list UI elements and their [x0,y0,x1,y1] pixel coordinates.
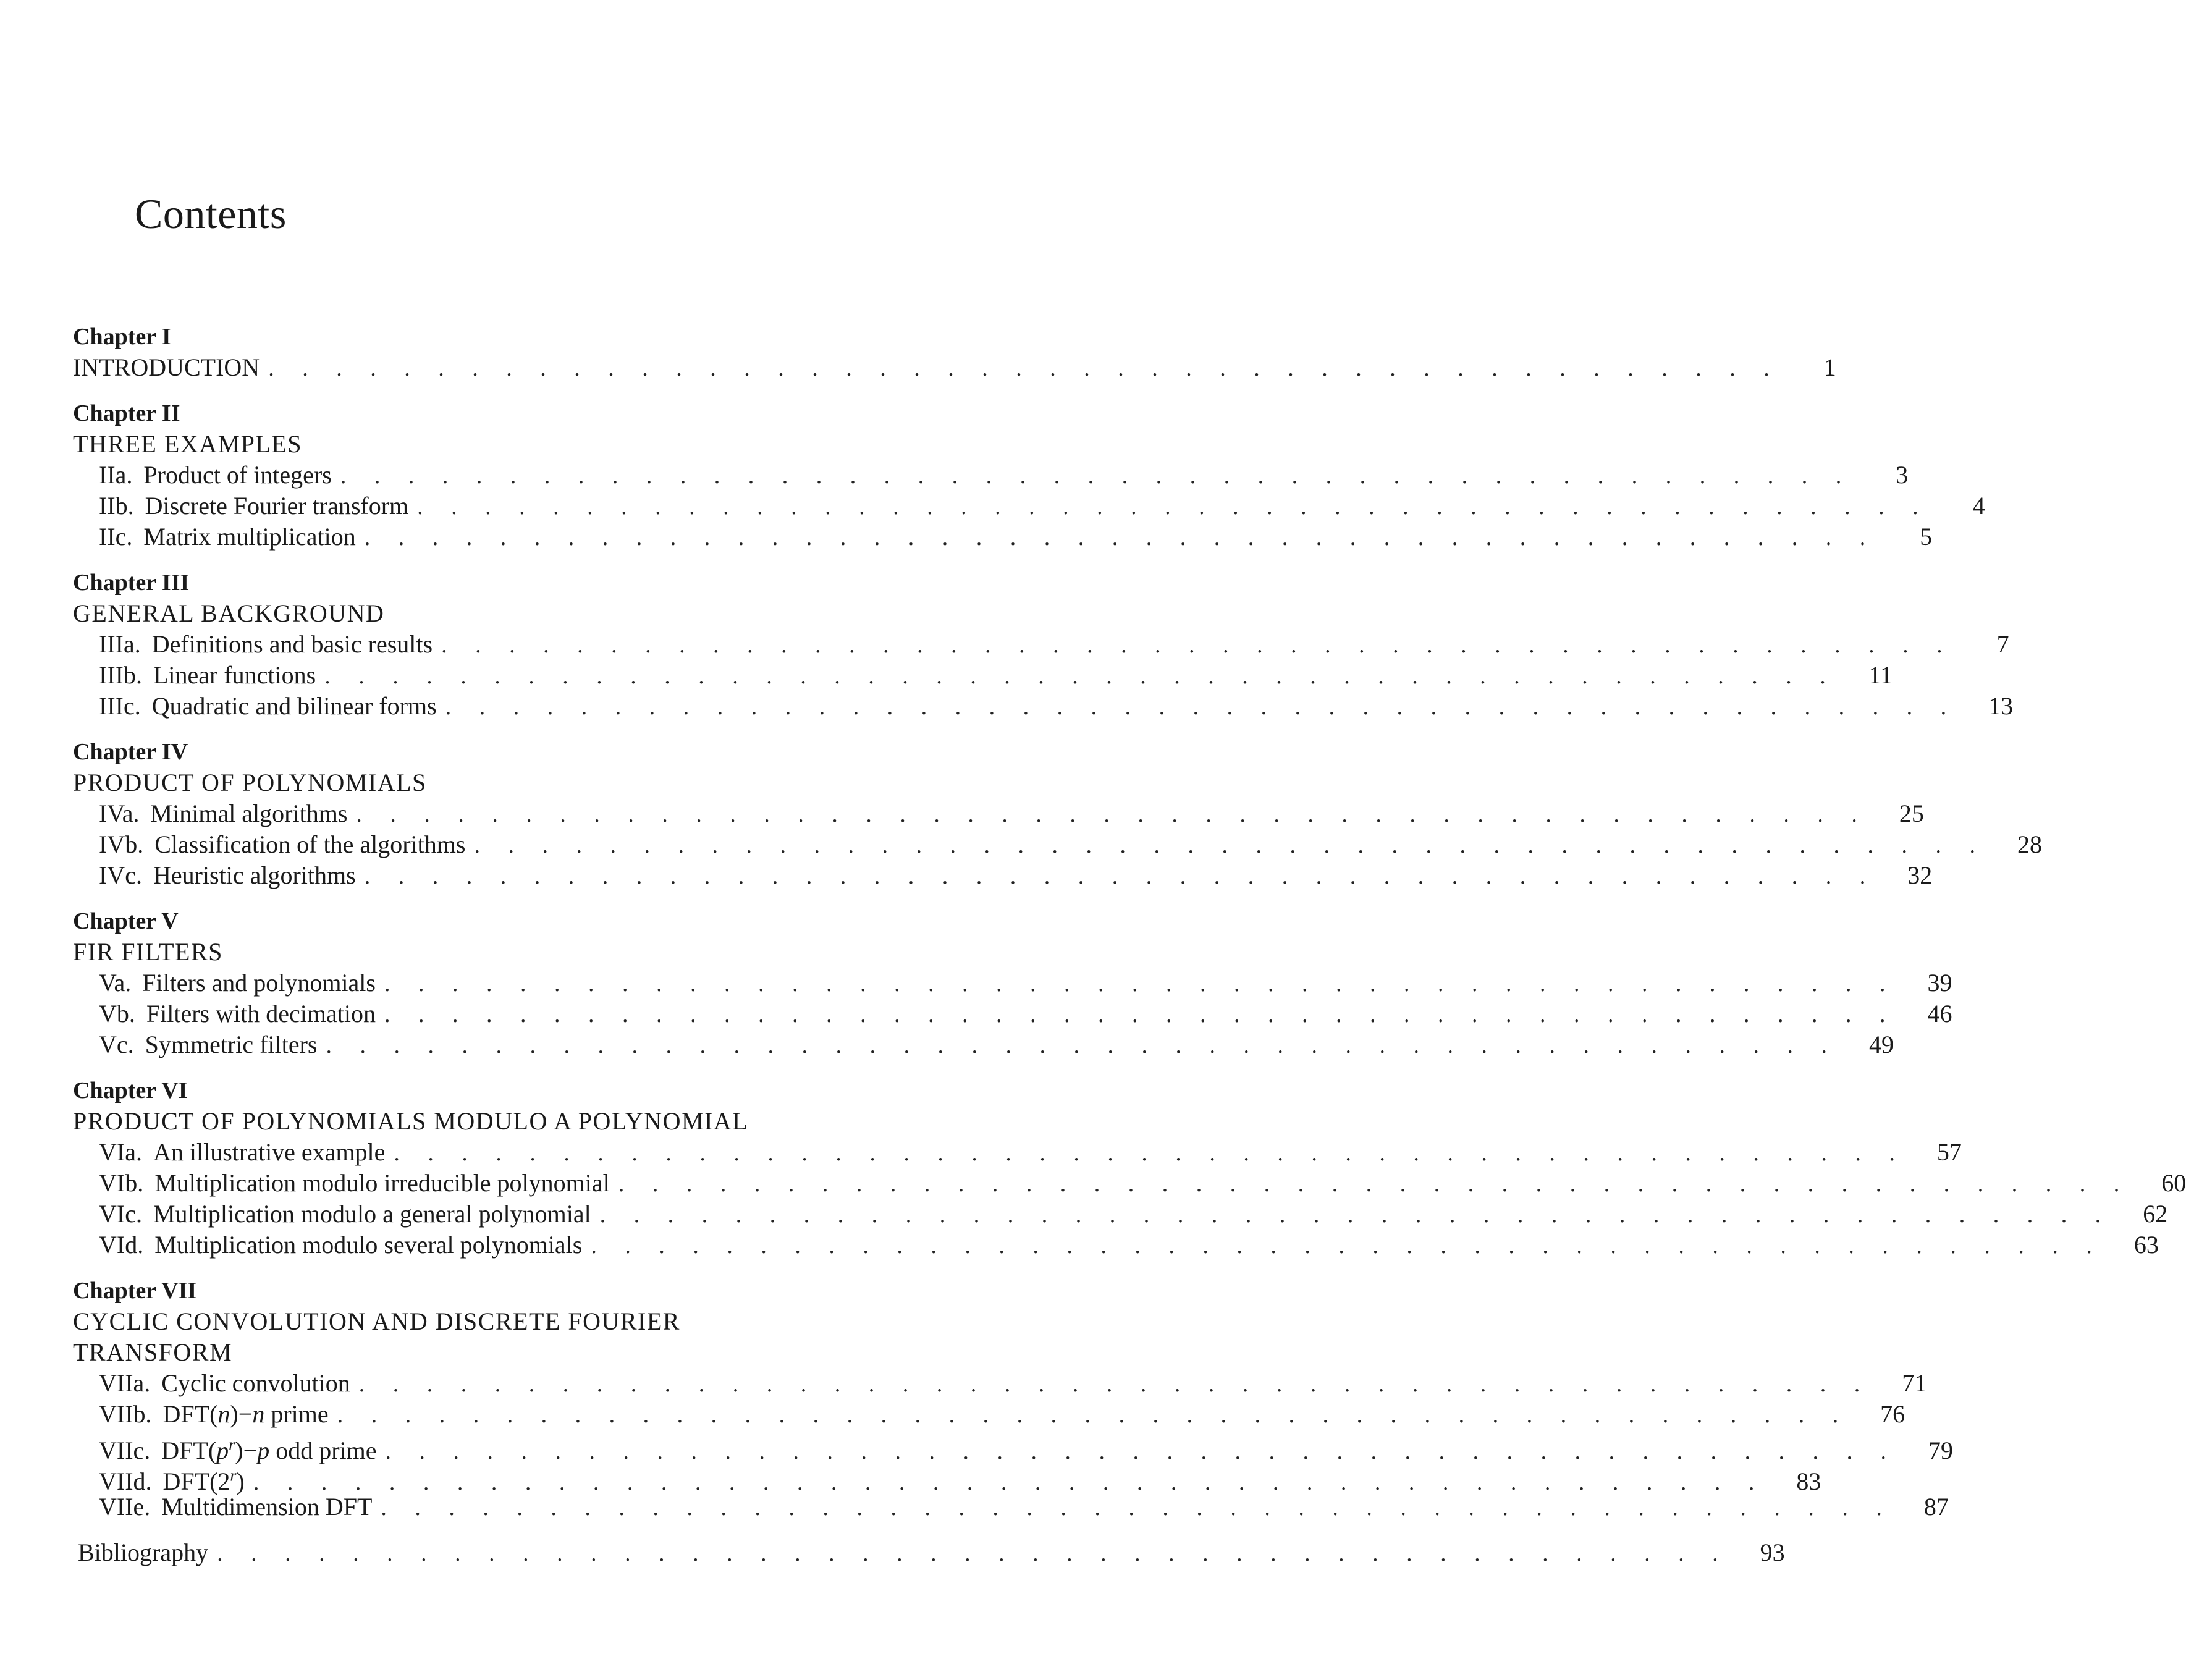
page-number: 32 [1907,861,1933,889]
page-title: Contents [135,190,287,237]
page-number: 11 [1868,661,1893,689]
toc-entry[interactable] [73,460,1909,491]
entry-title: Product of integers [143,461,332,489]
section-code: IIIa. [99,630,141,658]
entry-title: Filters and polynomials [142,969,376,997]
chapter-title: PRODUCT OF POLYNOMIALS MODULO A POLYNOMIAL [73,1107,749,1135]
dot-leader: . . . . . . . . . . . . . . . . . . . . . . . . . . . . . . . . . . . . . . . . . . . . . [441,632,1954,658]
section-code: IIc. [99,523,133,551]
chapter-title: GENERAL BACKGROUND [73,599,385,627]
page-number: 25 [1899,800,1924,827]
dot-leader: . . . . . . . . . . . . . . . . . . . . . . . . . . . . . . . . . . . . . . . . . . . . . [217,1540,1729,1566]
toc-entry[interactable] [73,1399,1905,1430]
entry-title: Classification of the algorithms [154,830,466,858]
dot-leader: . . . . . . . . . . . . . . . . . . . . . . . . . . . . . . . . . . . . . . . . . . . . . [445,694,1958,720]
chapter-2 [73,398,1985,552]
toc-entry[interactable] [73,491,1985,521]
toc-entry[interactable] [73,1368,1927,1399]
entry-title: $DFT(p^r)-p$ odd prime [161,1436,377,1465]
dot-leader: . . . . . . . . . . . . . . . . . . . . . . . . . . . . . . . . . . . . . . . . . . . . . [268,355,1781,381]
chapter-6 [73,1075,2186,1260]
section-code: VIb. [99,1169,144,1197]
entry-title: Multiplication modulo irreducible polynomial [154,1169,610,1197]
page-number: 46 [1927,1000,1952,1028]
entry-title: Matrix multiplication [143,523,356,551]
page-number: 71 [1902,1369,1927,1397]
section-code: IIIc. [99,692,141,720]
toc-entry[interactable] [73,1137,1962,1168]
section-code: IVc. [99,861,142,889]
toc-entry[interactable] [73,521,1933,552]
entry-title: Symmetric filters [145,1031,318,1058]
toc-entry-bibliography[interactable] [73,1537,1785,1568]
chapter-5 [73,906,1952,1060]
toc-entry[interactable] [73,1199,2168,1230]
toc-entry[interactable] [73,1430,1953,1465]
section-code: VIId. [99,1467,152,1496]
chapter-title-line-2: TRANSFORM [73,1338,233,1366]
chapter-label: Chapter II [73,400,180,426]
chapter-title: PRODUCT OF POLYNOMIALS [73,769,427,796]
toc-entry[interactable] [73,798,1924,829]
section-code: VIa. [99,1138,142,1166]
page-number: 60 [2161,1169,2186,1197]
dot-leader: . . . . . . . . . . . . . . . . . . . . . . . . . . . . . . . . . . . . . . . . . . . . . [394,1140,1906,1166]
toc-entry[interactable] [73,998,1952,1029]
page-number: 79 [1928,1437,1953,1465]
chapter-label: Chapter I [73,324,171,350]
chapter-title-line-1: CYCLIC CONVOLUTION AND DISCRETE FOURIER [73,1307,680,1335]
dot-leader: . . . . . . . . . . . . . . . . . . . . . . . . . . . . . . . . . . . . . . . . . . . . . [384,971,1897,997]
entry-title: Multidimension DFT [161,1493,373,1521]
toc-entry[interactable] [73,1492,1949,1522]
entry-title: Discrete Fourier transform [145,492,409,520]
toc-entry-introduction[interactable] [73,352,1836,383]
toc-entry[interactable] [73,829,2042,860]
entry-title: DFT(2$^r$) [162,1467,245,1496]
page-number: 39 [1927,969,1952,997]
dot-leader: . . . . . . . . . . . . . . . . . . . . . . . . . . . . . . . . . . . . . . . . . . . . . [591,1233,2103,1259]
section-code: VIIa. [99,1369,151,1397]
section-code: IVb. [99,830,144,858]
section-code: IVa. [99,800,140,827]
section-code: VIIb. [99,1400,152,1428]
entry-title: Definitions and basic results [151,630,433,658]
toc-entry[interactable] [73,1029,1894,1060]
page-number: 62 [2143,1200,2168,1228]
entry-title: Linear functions [153,661,316,689]
section-code: IIIb. [99,661,142,689]
page-number: 5 [1920,523,1933,551]
dot-leader: . . . . . . . . . . . . . . . . . . . . . . . . . . . . . . . . . . . . . . . . . . . . . [417,494,1930,520]
page-number: 87 [1923,1493,1949,1521]
dot-leader: . . . . . . . . . . . . . . . . . . . . . . . . . . . . . . . . . . . . . . . . . . . . . [253,1469,1766,1496]
section-code: IIb. [99,492,134,520]
section-code: VIc. [99,1200,142,1228]
entry-title: DFT(n)−n prime [162,1400,329,1428]
dot-leader: . . . . . . . . . . . . . . . . . . . . . . . . . . . . . . . . . . . . . . . . . . . . . [618,1171,2131,1197]
section-code: VIIe. [99,1493,151,1521]
section-code: Vc. [99,1031,134,1058]
page-number: 93 [1760,1539,1785,1566]
entry-title: Minimal algorithms [150,800,348,827]
dot-leader: . . . . . . . . . . . . . . . . . . . . . . . . . . . . . . . . . . . . . . . . . . . . . [324,663,1837,689]
toc-entry[interactable] [73,691,2014,722]
entry-title: Heuristic algorithms [153,861,356,889]
chapter-7 [73,1275,1953,1522]
entry-title: Multiplication modulo a general polynomial [153,1200,591,1228]
dot-leader: . . . . . . . . . . . . . . . . . . . . . . . . . . . . . . . . . . . . . . . . . . . . . [384,1002,1897,1028]
page-number: 28 [2017,830,2042,858]
section-code: VIIc. [99,1437,151,1465]
chapter-label: Chapter VI [73,1078,188,1104]
entry-title: An illustrative example [153,1138,386,1166]
dot-leader: . . . . . . . . . . . . . . . . . . . . . . . . . . . . . . . . . . . . . . . . . . . . . [385,1438,1897,1465]
toc-entry[interactable] [73,860,1933,891]
section-code: Vb. [99,1000,135,1028]
chapter-3 [73,567,2014,722]
toc-entry[interactable] [73,629,2009,660]
entry-title: Quadratic and bilinear forms [151,692,437,720]
page-number: 7 [1996,630,2009,658]
page-number: 3 [1896,461,1909,489]
dot-leader: . . . . . . . . . . . . . . . . . . . . . . . . . . . . . . . . . . . . . . . . . . . . . [364,525,1877,551]
toc-entry[interactable] [73,968,1952,998]
chapter-1 [73,321,1836,383]
page-number: 13 [1988,692,2014,720]
chapter-title: THREE EXAMPLES [73,430,302,458]
chapter-title: FIR FILTERS [73,938,223,966]
section-code: IIa. [99,461,133,489]
dot-leader: . . . . . . . . . . . . . . . . . . . . . . . . . . . . . . . . . . . . . . . . . . . . . [356,801,1868,827]
entry-title: INTRODUCTION [73,353,260,381]
page-number: 49 [1868,1031,1894,1058]
entry-title: Filters with decimation [146,1000,376,1028]
dot-leader: . . . . . . . . . . . . . . . . . . . . . . . . . . . . . . . . . . . . . . . . . . . . . [381,1495,1893,1521]
dot-leader: . . . . . . . . . . . . . . . . . . . . . . . . . . . . . . . . . . . . . . . . . . . . . [337,1402,1850,1428]
chapter-label: Chapter IV [73,739,188,765]
entry-title: Multiplication modulo several polynomials [154,1231,583,1259]
chapter-label: Chapter V [73,908,179,934]
dot-leader: . . . . . . . . . . . . . . . . . . . . . . . . . . . . . . . . . . . . . . . . . . . . . [599,1202,2112,1228]
entry-title: Cyclic convolution [161,1369,350,1397]
toc-entry[interactable] [73,1168,2186,1199]
page-number: 1 [1823,353,1836,381]
dot-leader: . . . . . . . . . . . . . . . . . . . . . . . . . . . . . . . . . . . . . . . . . . . . . [326,1032,1838,1058]
dot-leader: . . . . . . . . . . . . . . . . . . . . . . . . . . . . . . . . . . . . . . . . . . . . . [358,1371,1872,1397]
chapter-4 [73,737,2042,891]
page-number: 4 [1972,492,1985,520]
page-number: 83 [1796,1467,1821,1496]
dot-leader: . . . . . . . . . . . . . . . . . . . . . . . . . . . . . . . . . . . . . . . . . . . . . [474,832,1986,858]
table-of-contents [73,321,2186,1568]
dot-leader: . . . . . . . . . . . . . . . . . . . . . . . . . . . . . . . . . . . . . . . . . . . . . [364,863,1877,889]
toc-entry[interactable] [73,660,1893,691]
chapter-label: Chapter III [73,570,190,596]
section-code: VId. [99,1231,144,1259]
chapter-label: Chapter VII [73,1278,197,1304]
section-code: Va. [99,969,132,997]
page-number: 76 [1880,1400,1905,1428]
entry-title: Bibliography [78,1539,209,1566]
page-number: 63 [2133,1231,2159,1259]
page-number: 57 [1936,1138,1962,1166]
toc-entry[interactable] [73,1230,2159,1260]
dot-leader: . . . . . . . . . . . . . . . . . . . . . . . . . . . . . . . . . . . . . . . . . . . . . [340,463,1853,489]
